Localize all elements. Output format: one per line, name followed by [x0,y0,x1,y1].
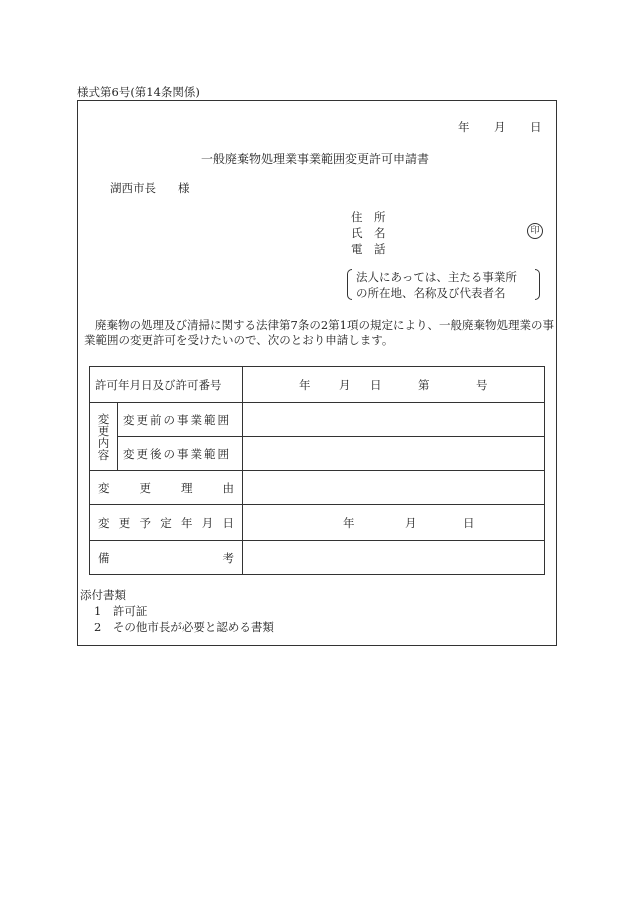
planned-date-char: 月 [201,515,214,530]
corporate-note-line1: 法人にあっては、主たる事業所 [356,270,517,284]
change-content-char: 容 [97,447,110,462]
header-day-label: 日 [530,120,542,134]
form-title: 一般廃棄物処理業事業範囲変更許可申請書 [200,152,429,166]
corporate-note-line2: の所在地、名称及び代表者名 [356,286,506,300]
planned-month: 月 [405,516,417,530]
permit-row [90,367,545,403]
addressee [110,180,190,196]
reason-label [90,471,243,505]
remarks-label [90,541,243,575]
after-row [90,437,545,471]
planned-date-char: 年 [181,515,193,530]
header-year-label: 年 [458,120,470,134]
remarks-char: 備 [98,550,110,565]
before-scope-label: 変更前の事業範囲 [118,403,243,437]
change-content-char: 内 [97,435,110,450]
remarks-row [90,541,545,575]
planned-date-char: 日 [222,515,234,530]
planned-date-char: 更 [118,515,131,530]
addressee-honorific: 様 [178,181,190,195]
reason-row [90,471,545,505]
permit-dai: 第 [418,378,430,392]
planned-date-row [90,505,545,541]
before-row [90,403,545,437]
header-month-label: 月 [494,120,506,134]
remarks-char: 考 [222,550,234,565]
right-bracket [535,269,540,300]
permit-month: 月 [339,378,351,392]
seal-mark: 印 [527,223,543,239]
attachments-heading: 添付書類 [80,588,126,602]
reason-char: 由 [222,480,234,495]
remarks-field[interactable] [243,541,545,575]
name-label: 氏 名 [351,226,386,240]
permit-value-field[interactable] [243,367,545,403]
change-content-label [90,403,118,471]
planned-date-label [90,505,243,541]
phone-label: 電 話 [351,242,386,256]
address-label: 住 所 [351,210,386,224]
permit-year: 年 [299,378,311,392]
permit-label: 許可年月日及び許可番号 [90,367,243,403]
reason-char: 理 [181,480,193,495]
application-statement: 廃棄物の処理及び清掃に関する法律第7条の2第1項の規定により、一般廃棄物処理業の事業範囲の変更許可を受けたいので、次のとおり申請します。 [84,318,554,347]
planned-date-char: 予 [139,515,151,530]
addressee-name: 湖西市長 [110,181,156,195]
attachment-item: 1 許可証 [94,604,148,618]
attachment-item: 2 その他市長が必要と認める書類 [94,620,274,634]
corporate-note [347,269,540,300]
planned-day: 日 [463,516,475,530]
left-bracket [347,269,352,300]
reason-char: 変 [98,480,110,495]
change-content-char: 変 [97,411,110,426]
permit-day: 日 [370,378,382,392]
reason-field[interactable] [243,471,545,505]
planned-date-char: 変 [98,515,110,530]
after-scope-label: 変更後の事業範囲 [118,437,243,471]
application-table [89,366,545,575]
planned-year: 年 [343,516,355,530]
permit-go: 号 [476,378,488,392]
planned-date-char: 定 [160,515,172,530]
change-content-char: 更 [97,423,110,438]
before-scope-field[interactable] [243,403,545,437]
planned-date-field[interactable] [243,505,545,541]
reason-char: 更 [139,480,151,495]
form-number-label: 様式第6号(第14条関係) [77,85,200,99]
corporate-note-text [356,269,517,301]
after-scope-field[interactable] [243,437,545,471]
